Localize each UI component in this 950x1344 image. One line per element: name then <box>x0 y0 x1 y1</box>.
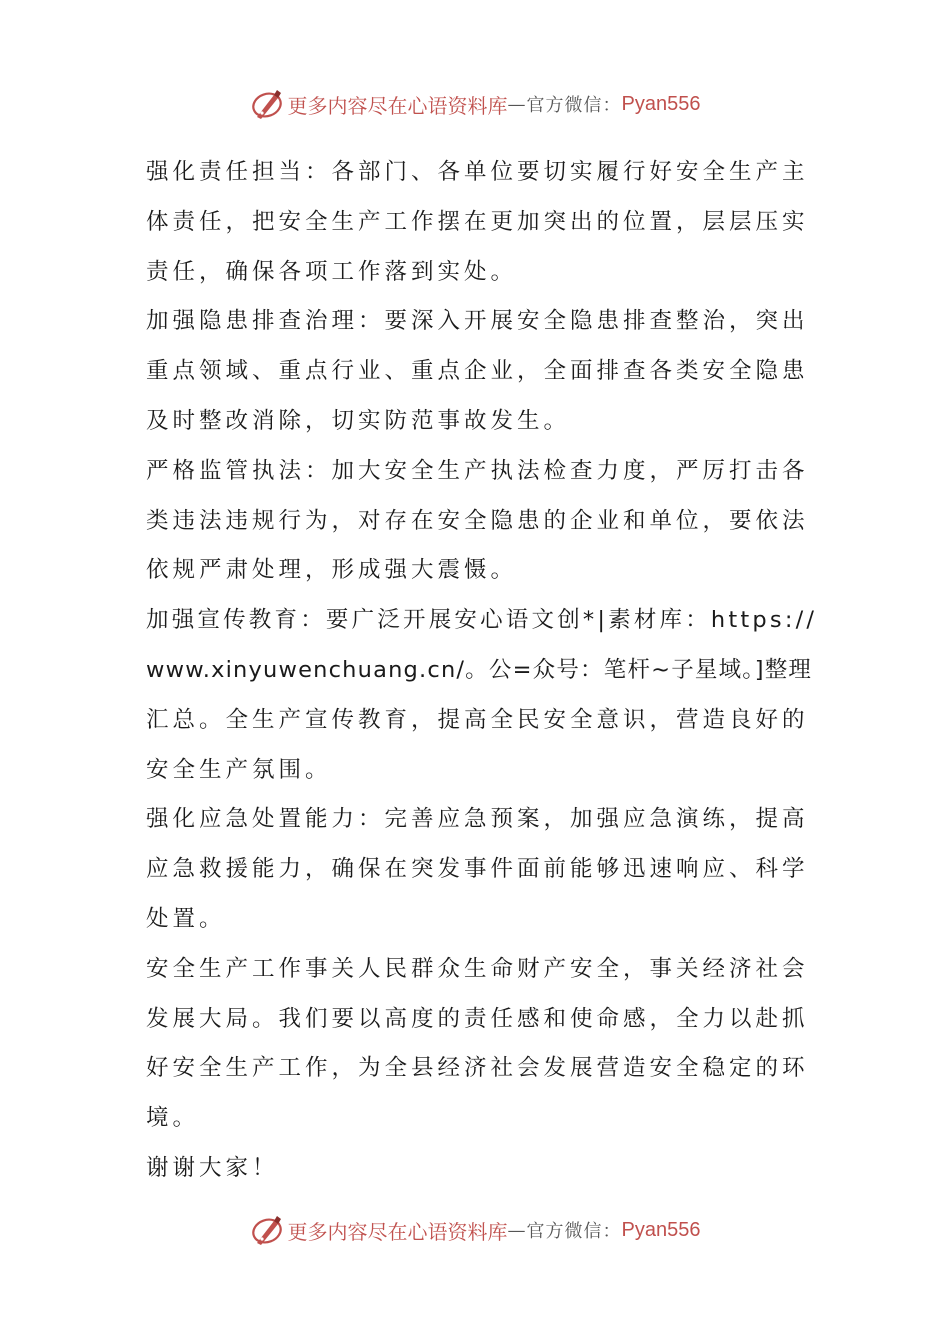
body-line: 汇总。全生产宣传教育，提高全民安全意识，营造良好的 <box>146 706 809 733</box>
body-line: 发展大局。我们要以高度的责任感和使命感，全力以赴抓 <box>146 1005 809 1032</box>
body-line: 依规严肃处理，形成强大震慑。 <box>146 557 518 584</box>
footer-wechat-id: Pyan556 <box>621 1218 701 1241</box>
body-line: www.xinyuwenchuang.cn/。公=众号：笔杆~子星域。]整理 <box>146 656 813 683</box>
body-line: 类违法违规行为，对存在安全隐患的企业和单位，要依法 <box>146 507 809 534</box>
body-line: 谢谢大家！ <box>146 1154 279 1181</box>
body-line: 强化责任担当：各部门、各单位要切实履行好安全生产主 <box>146 159 809 185</box>
body-line: 重点领域、重点行业、重点企业，全面排查各类安全隐患 <box>146 358 809 385</box>
footer-official-text: 官方微信： <box>526 1221 622 1242</box>
body-line: 安全生产氛围。 <box>146 756 332 783</box>
body-line: 境。 <box>146 1105 200 1132</box>
footer-dash: — <box>507 1219 527 1241</box>
body-line: 加强隐患排查治理：要深入开展安全隐患排查整治，突出 <box>146 308 809 335</box>
body-line: 加强宣传教育：要广泛开展安心语文创*|素材库：https:// <box>146 607 818 634</box>
body-line: 责任，确保各项工作落到实处。 <box>146 258 518 285</box>
body-line: 强化应急处置能力：完善应急预案，加强应急演练，提高 <box>146 806 809 833</box>
header-dash: — <box>507 93 527 115</box>
body-line: 体责任，把安全生产工作摆在更加突出的位置，层层压实 <box>146 208 809 235</box>
footer-banner <box>0 1210 950 1250</box>
document-body <box>146 148 818 1194</box>
body-line: 处置。 <box>146 905 226 932</box>
pen-logo-icon <box>250 87 284 121</box>
body-line: 安全生产工作事关人民群众生命财产安全，事关经济社会 <box>146 955 809 982</box>
header-wechat-id: Pyan556 <box>621 92 701 115</box>
footer-brand-text: 更多内容尽在心语资料库 <box>287 1219 508 1244</box>
header-official-text: 官方微信： <box>526 95 622 116</box>
body-line: 严格监管执法：加大安全生产执法检查力度，严厉打击各 <box>146 457 809 484</box>
body-line: 应急救援能力，确保在突发事件面前能够迅速响应、科学 <box>146 856 809 883</box>
header-banner <box>0 84 950 124</box>
body-line: 及时整改消除，切实防范事故发生。 <box>146 407 571 434</box>
body-line: 好安全生产工作，为全县经济社会发展营造安全稳定的环 <box>146 1055 809 1082</box>
header-brand-text: 更多内容尽在心语资料库 <box>287 93 508 118</box>
pen-logo-icon <box>250 1213 284 1247</box>
